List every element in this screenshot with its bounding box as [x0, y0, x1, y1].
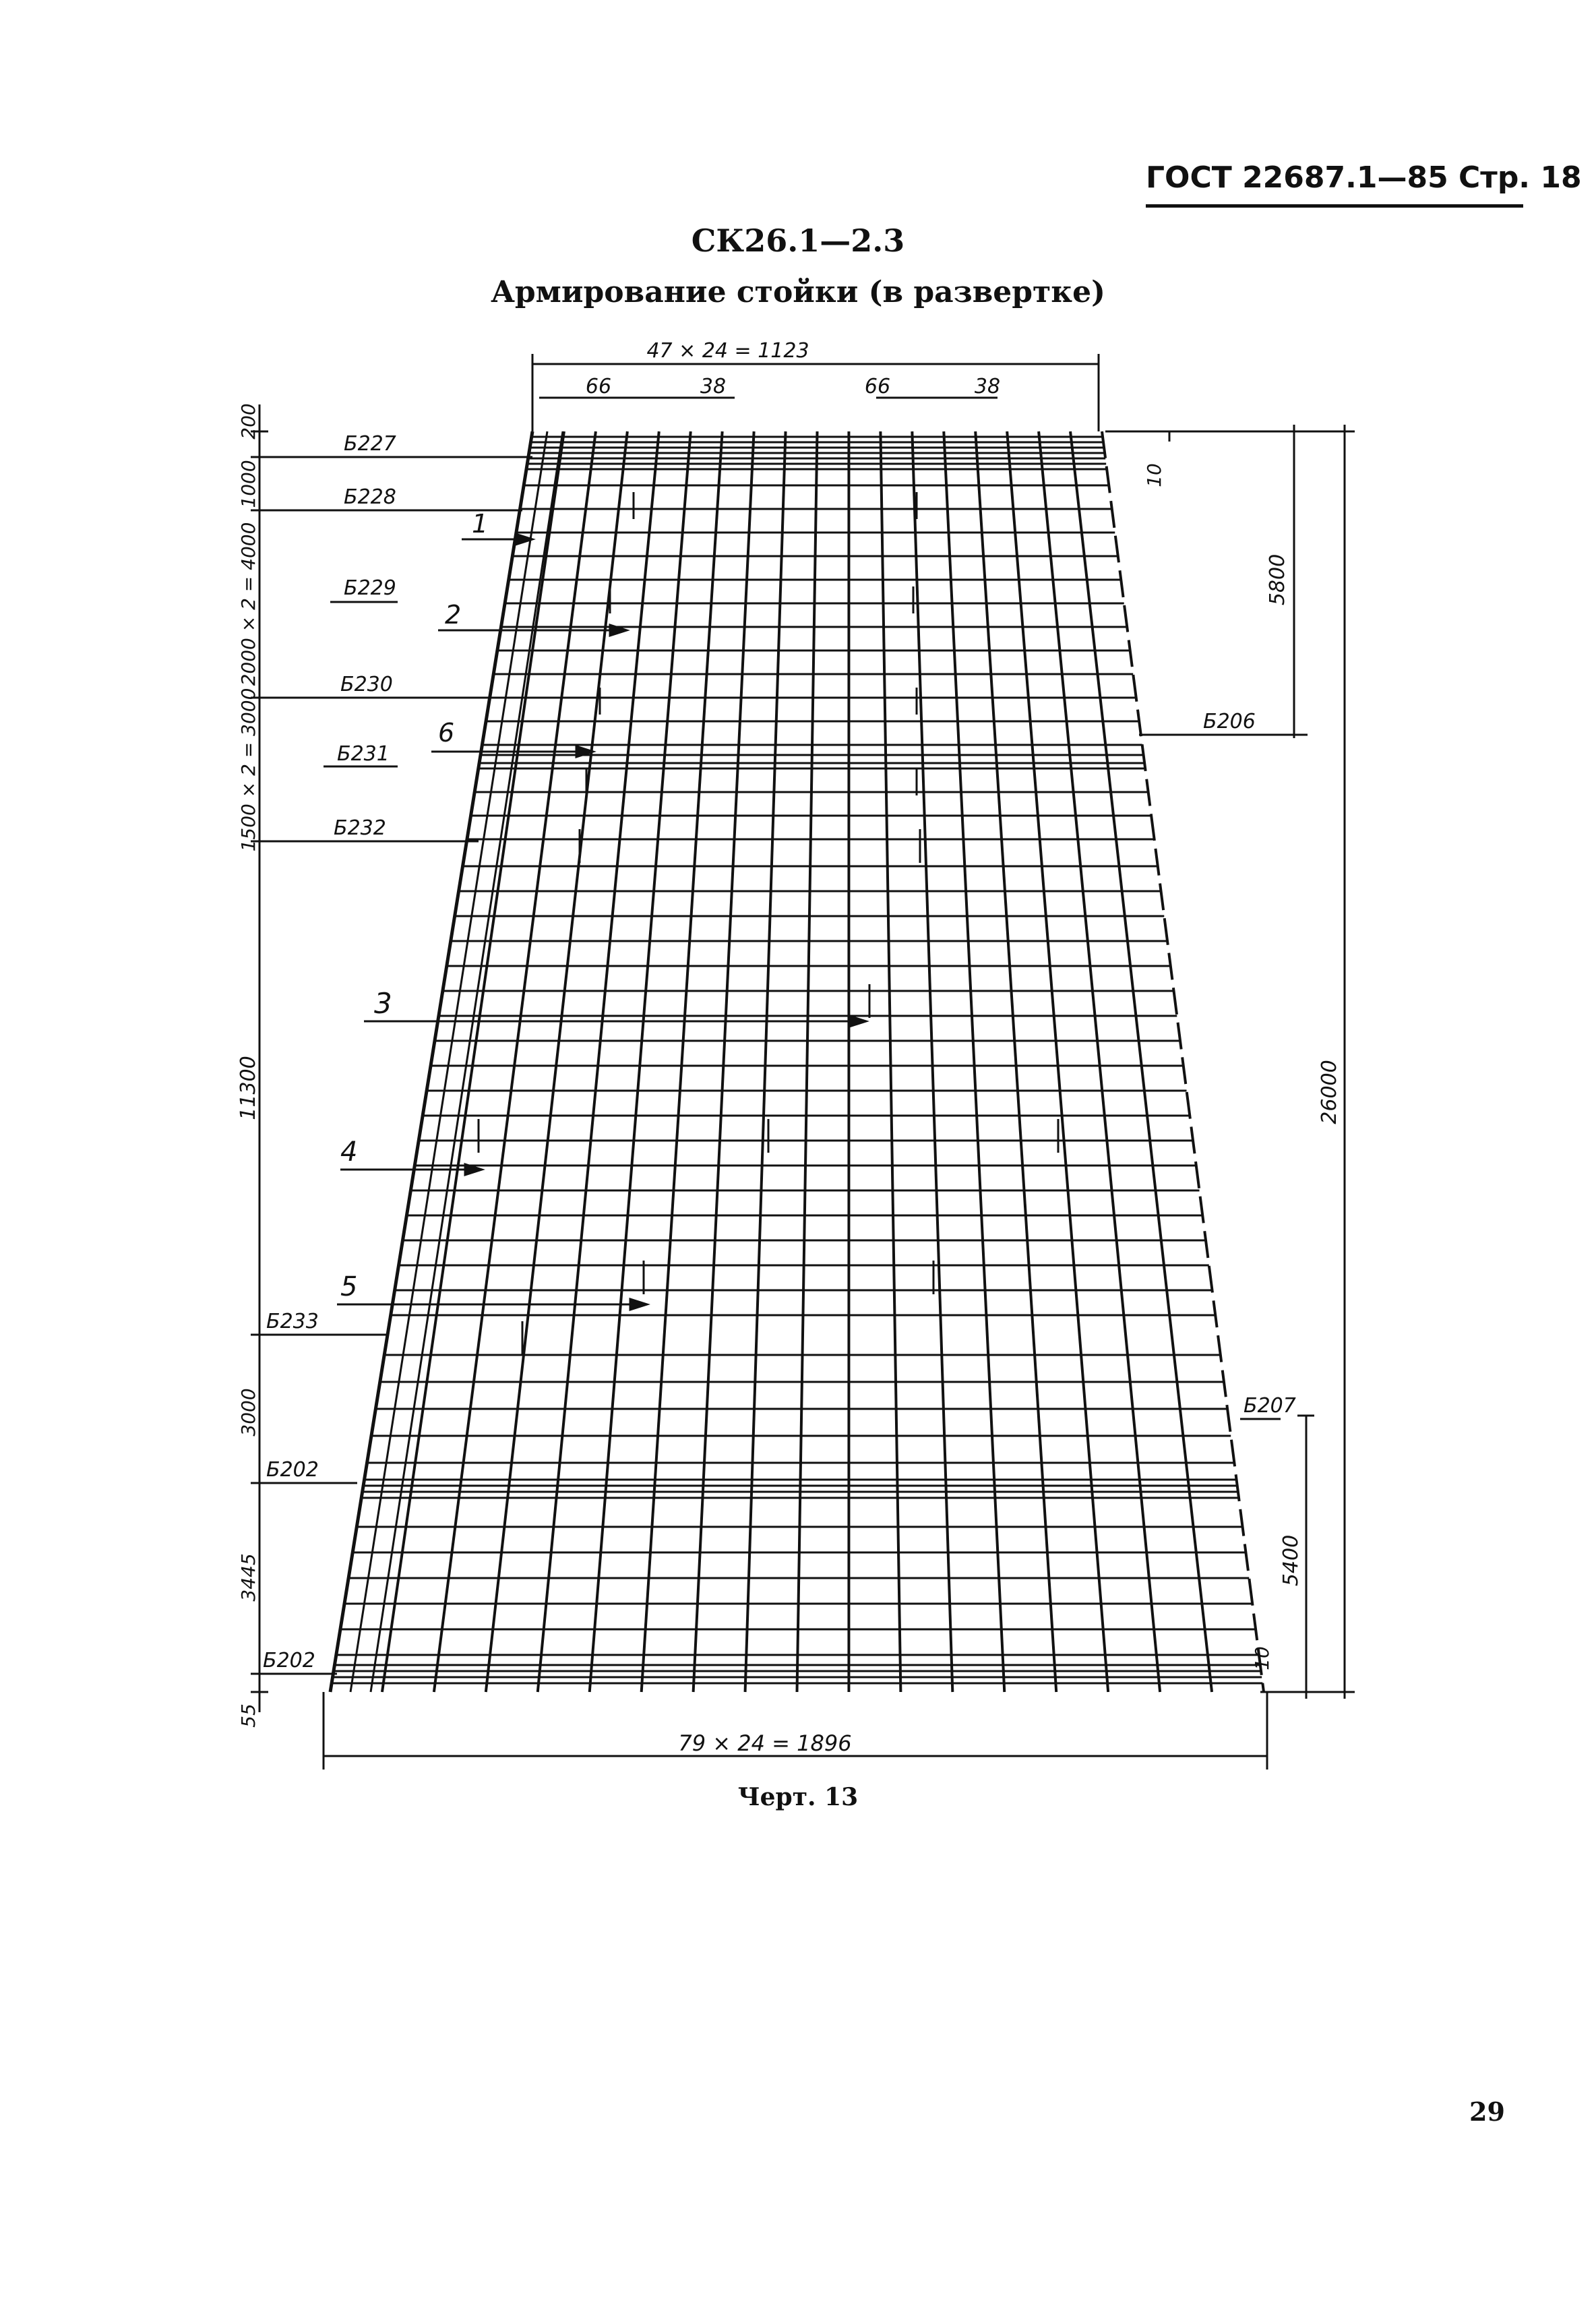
dim-right-10-top: 10	[1143, 463, 1165, 487]
mark-b228: Б228	[344, 485, 396, 509]
mark-b232: Б232	[334, 816, 386, 840]
longitudinal-bar	[880, 431, 900, 1692]
mark-b202-upper: Б202	[266, 1458, 319, 1482]
mark-b206: Б206	[1203, 710, 1256, 733]
dim-left-200: 200	[237, 403, 259, 440]
mark-b233: Б233	[266, 1310, 319, 1333]
position-1: 1	[472, 509, 489, 539]
dim-top-38-right: 38	[974, 375, 1001, 398]
dimension-ticks	[251, 431, 1353, 1692]
position-2: 2	[445, 600, 462, 630]
longitudinal-bar	[797, 431, 818, 1692]
dim-right-5800: 5800	[1266, 553, 1289, 606]
dim-bottom-total: 79 × 24 = 1896	[678, 1730, 852, 1756]
dim-left-3000: 3000	[237, 1388, 259, 1437]
page-number: 29	[1469, 2096, 1505, 2127]
position-3: 3	[374, 987, 392, 1020]
dim-top-38-left: 38	[700, 375, 727, 398]
longitudinal-bar	[694, 431, 754, 1692]
dim-right-26000: 26000	[1318, 1060, 1341, 1124]
dim-right-5400: 5400	[1279, 1534, 1303, 1587]
position-5: 5	[340, 1271, 358, 1302]
mark-b231: Б231	[337, 742, 390, 766]
dim-top-66-right: 66	[864, 375, 891, 398]
longitudinal-bar	[944, 431, 1004, 1692]
dim-top-66-left: 66	[585, 375, 612, 398]
mark-b230: Б230	[340, 673, 393, 696]
dim-left-11300: 11300	[237, 1056, 260, 1120]
mark-b207: Б207	[1244, 1394, 1296, 1418]
longitudinal-bar	[371, 431, 563, 1692]
mark-b227: Б227	[344, 432, 396, 456]
longitudinal-bar	[382, 431, 564, 1692]
longitudinal-bar	[975, 431, 1056, 1692]
longitudinal-bar	[745, 431, 786, 1692]
dim-left-1500x2: 1500 × 2 = 3000	[237, 688, 259, 852]
reinforcement-grid	[330, 431, 1264, 1692]
grid-right-edge	[1102, 431, 1264, 1692]
dim-left-2000x2: 2000 × 2 = 4000	[237, 522, 259, 686]
dim-left-3445: 3445	[237, 1553, 259, 1602]
dim-right-10-bottom: 10	[1251, 1646, 1273, 1670]
dim-left-1000: 1000	[237, 460, 259, 508]
longitudinal-bar	[642, 431, 723, 1692]
mark-b229: Б229	[344, 576, 396, 600]
drawing-title: Армирование стойки (в развертке)	[491, 275, 1105, 309]
longitudinal-bar	[912, 431, 952, 1692]
mark-b202-lower: Б202	[263, 1649, 315, 1672]
document-header: ГОСТ 22687.1—85 Стр. 18	[1146, 160, 1523, 208]
grid-left-edge	[330, 431, 532, 1692]
dim-top-total: 47 × 24 = 1123	[646, 339, 809, 363]
drawing-code: СК26.1—2.3	[691, 222, 905, 259]
dim-left-55: 55	[237, 1703, 259, 1728]
figure-caption: Черт. 13	[737, 1783, 859, 1811]
position-4: 4	[340, 1137, 358, 1168]
position-6: 6	[438, 718, 455, 748]
